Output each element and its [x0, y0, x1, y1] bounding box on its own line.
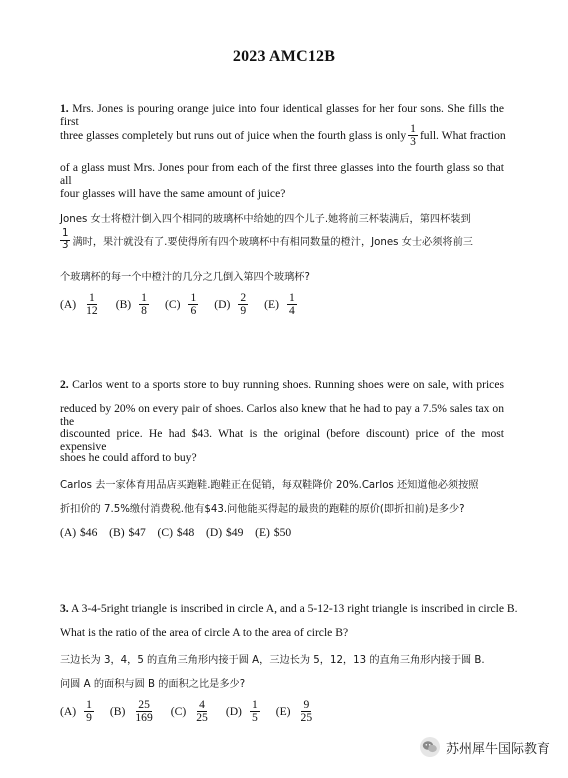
q1-inline-fraction: $\frac{1}{3}$ — [410, 122, 416, 149]
watermark-text: 苏州犀牛国际教育 — [446, 741, 551, 757]
q2-cn-1: Carlos 去一家体育用品店买跑鞋.跑鞋正在促销，每双鞋降价 20%.Carlos 还知道他必须按照 — [60, 480, 479, 491]
q1-line-3: of a glass must Mrs. Jones pour from each of the first three glasses into the fourth glass so that all — [60, 161, 504, 187]
q2-choice-b: (B) $47 — [109, 526, 146, 539]
q3-choice-a: (A) $\frac{1}{9}$ — [60, 698, 92, 725]
q1-line-4: four glasses will have the same amount of juice? — [60, 187, 286, 200]
q3-cn-2: 问圆 A 的面积与圆 B 的面积之比是多少? — [60, 679, 246, 690]
q3-choice-d: (D) $\frac{1}{5}$ — [225, 698, 258, 725]
q2-cn-2: 折扣价的 7.5%缴付消费税.他有$43.问他能买得起的最贵的跑鞋的原价(即折扣前)是多少? — [60, 504, 465, 515]
q3-choices — [60, 699, 330, 724]
q2-choices — [60, 526, 291, 539]
page-title: 2023 AMC12B — [232, 48, 336, 65]
watermark — [420, 737, 550, 757]
q1-line-2: three glasses completely but runs out of juice when the fourth glass is only $\frac{1}{3}$ full. What fraction — [60, 122, 506, 149]
wechat-icon — [420, 737, 440, 757]
q1-choice-d: (D) $\frac{2}{9}$ — [214, 291, 247, 318]
q2-line-4: shoes he could afford to buy? — [60, 451, 197, 464]
q2-choice-d: (D) $49 — [206, 526, 244, 539]
q1-choice-b: (B) $\frac{1}{8}$ — [115, 291, 147, 318]
q2-line-2: reduced by 20% on every pair of shoes. Carlos also knew that he had to pay a 7.5% sales tax on the — [60, 402, 504, 428]
q3-choice-e: (E) $\frac{9}{25}$ — [275, 698, 313, 725]
q1-choices — [60, 292, 313, 317]
q1-cn-2: $\frac{1}{3}$ 满时，果汁就没有了.要使得所有四个玻璃杯中有相同数量的橙汁，Jones 女士必须将前三 — [62, 228, 473, 251]
q3-line-1: 3. A 3-4-5right triangle is inscribed in circle A, and a 5-12-13 right triangle is inscribed in circle B. — [60, 602, 518, 615]
q1-choice-e: (E) $\frac{1}{4}$ — [264, 291, 295, 318]
q1-cn-3: 个玻璃杯的每一个中橙汁的几分之几倒入第四个玻璃杯? — [60, 272, 310, 283]
q2-line-3: discounted price. He had $43. What is the original (before discount) price of the most expensive — [60, 427, 504, 453]
q2-number: 2. — [60, 378, 69, 391]
q1-line-1: 1. Mrs. Jones is pouring orange juice into four identical glasses for her four sons. She fills the first — [60, 102, 504, 128]
q1-choice-a: (A) $\frac{1}{12}$ — [60, 291, 98, 318]
q1-number: 1. — [60, 102, 69, 115]
q3-choice-c: (C) $\frac{4}{25}$ — [170, 698, 208, 725]
q2-choice-a: (A) $46 — [60, 526, 98, 539]
q3-choice-b: (B) $\frac{25}{169}$ — [109, 698, 153, 725]
q3-number: 3. — [60, 602, 69, 615]
q1-cn-1: Jones 女士将橙汁倒入四个相同的玻璃杯中给她的四个儿子.她将前三杯装满后，第四杯装到 — [60, 214, 471, 225]
q2-choice-c: (C) $48 — [157, 526, 195, 539]
q3-line-2: What is the ratio of the area of circle A to the area of circle B? — [60, 626, 349, 639]
q2-line-1: 2. Carlos went to a sports store to buy running shoes. Running shoes were on sale, with prices — [60, 378, 504, 391]
q3-cn-1: 三边长为 3，4，5 的直角三角形内接于圆 A，三边长为 5，12，13 的直角三角形内接于圆 B. — [60, 655, 485, 666]
q1-cn-fraction: $\frac{1}{3}$ — [62, 228, 69, 251]
q1-choice-c: (C) $\frac{1}{6}$ — [164, 291, 197, 318]
q2-choice-e: (E) $50 — [255, 526, 292, 539]
